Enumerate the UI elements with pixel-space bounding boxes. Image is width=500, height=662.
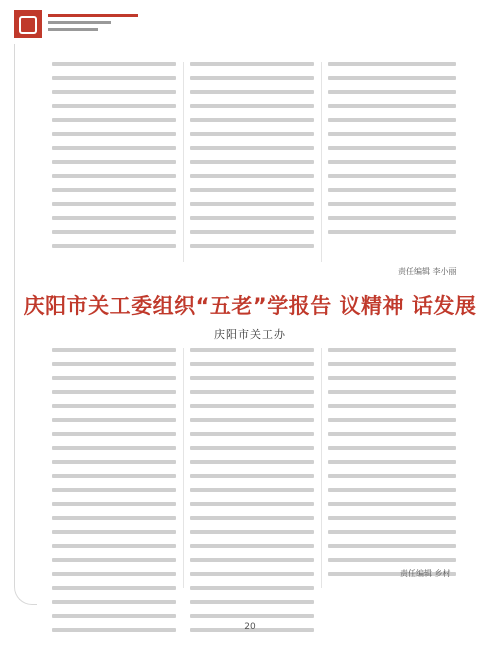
- article-body-text-column-2: [190, 348, 314, 642]
- column-divider: [321, 62, 322, 262]
- top-body-text-column-2: [190, 62, 314, 258]
- top-body-text-column-3: [328, 62, 456, 244]
- logo-icon: [14, 10, 42, 38]
- column-divider: [183, 62, 184, 262]
- article-body-text-column-3: [328, 348, 456, 586]
- column-divider: [321, 348, 322, 588]
- masthead-title-graphic: [48, 14, 138, 35]
- article-headline: 庆阳市关工委组织“五老”学报告 议精神 话发展: [23, 294, 477, 318]
- page-number: 20: [244, 622, 256, 632]
- masthead-logo: [14, 8, 144, 44]
- article-body-text-column-1: [52, 348, 176, 642]
- top-body-text-column-1: [52, 62, 176, 258]
- article-byline: 庆阳市关工办: [214, 328, 286, 341]
- editor-credit-bottom: 责任编辑 乡村: [400, 569, 451, 578]
- column-divider: [183, 348, 184, 588]
- page-frame-decoration: [14, 44, 37, 605]
- editor-credit-top: 责任编辑 李小丽: [398, 267, 457, 276]
